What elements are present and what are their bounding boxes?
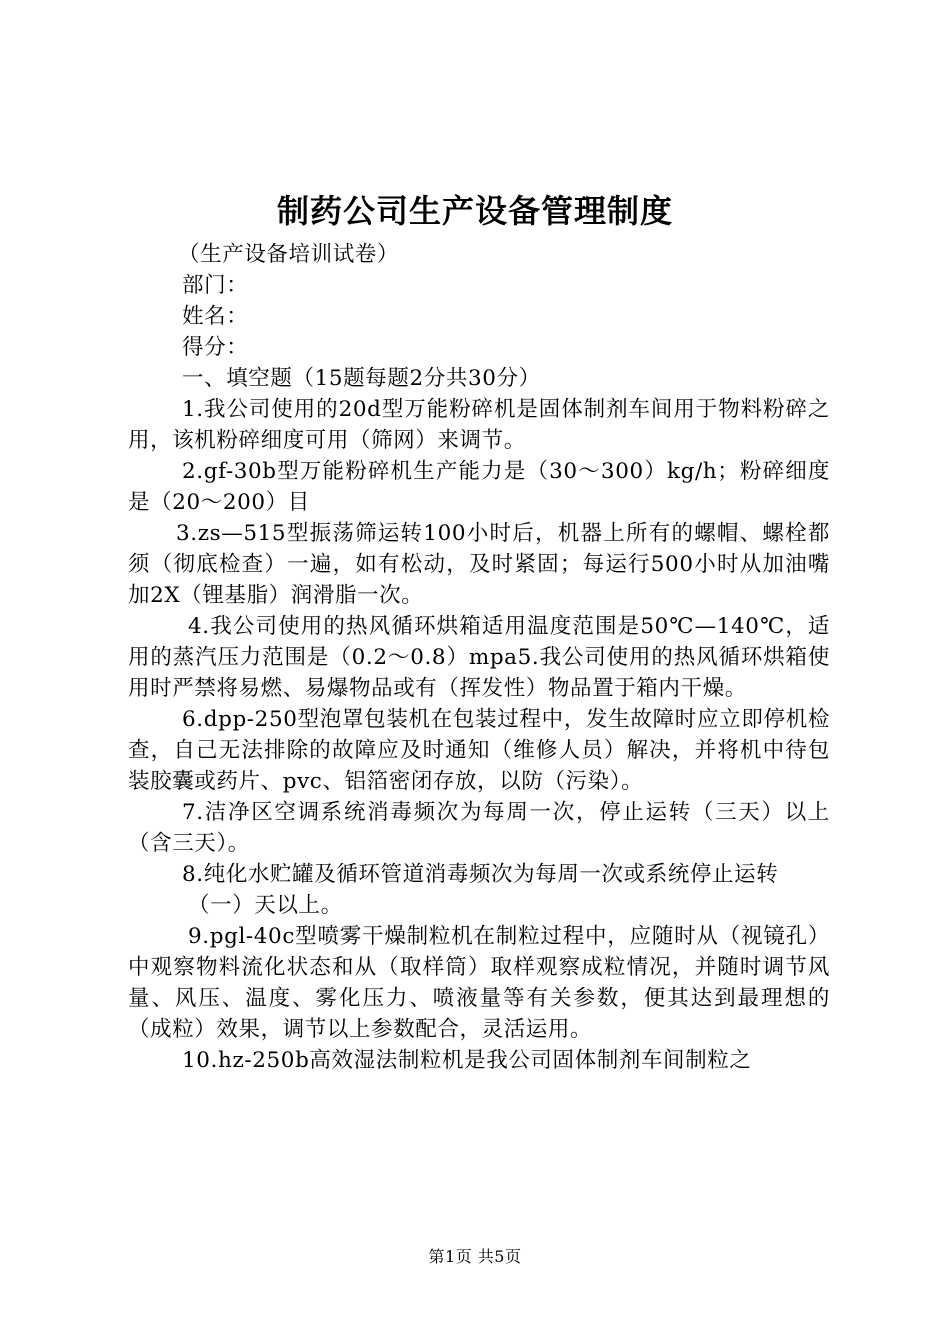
question-9: 9.pgl-40c型喷雾干燥制粒机在制粒过程中，应随时从（视镜孔）中观察物料流化状态和从（取样筒）取样观察成粒情况，并随时调节风量、风压、温度、雾化压力、喷液量等有关参数，便其达到最理想的（成粒）效果，调节以上参数配合，灵活运用。 [128,924,830,1042]
question-1: 1.我公司使用的20d型万能粉碎机是固体制剂车间用于物料粉碎之用，该机粉碎细度可用（筛网）来调节。 [128,397,830,453]
question-4-5: 4.我公司使用的热风循环烘箱适用温度范围是50℃—140℃，适用的蒸汽压力范围是（0.2～0.8）mpa5.我公司使用的热风循环烘箱使用时严禁将易燃、易爆物品或有（挥发性）物品置于箱内干燥。 [128,614,830,701]
score-field: 得分： [182,335,249,360]
subtitle: （生产设备培训试卷） [178,242,400,267]
question-8-continued: （一）天以上。 [188,893,343,918]
question-6: 6.dpp-250型泡罩包装机在包装过程中，发生故障时应立即停机检查，自己无法排除的故障应及时通知（维修人员）解决，并将机中待包装胶囊或药片、pvc、铝箔密闭存放，以防（污染）。 [128,707,830,794]
document-title: 制药公司生产设备管理制度 [276,192,673,230]
question-8: 8.纯化水贮罐及循环管道消毒频次为每周一次或系统停止运转 [182,862,779,887]
page-footer: 第1页 共5页 [428,1247,522,1266]
question-7: 7.洁净区空调系统消毒频次为每周一次，停止运转（三天）以上（含三天）。 [128,800,830,856]
name-field: 姓名： [182,304,249,329]
department-field: 部门： [182,273,249,298]
document-body [128,239,830,1076]
question-10: 10.hz-250b高效湿法制粒机是我公司固体制剂车间制粒之 [182,1048,752,1073]
section-heading: 一、填空题（15题每题2分共30分） [182,366,541,391]
question-3: 3.zs—515型振荡筛运转100小时后，机器上所有的螺帽、螺栓都须（彻底检查）一遍，如有松动，及时紧固；每运行500小时从加油嘴加2X（锂基脂）润滑脂一次。 [128,521,830,608]
question-2: 2.gf-30b型万能粉碎机生产能力是（30～300）kg/h；粉碎细度是（20～200）目 [128,459,830,515]
